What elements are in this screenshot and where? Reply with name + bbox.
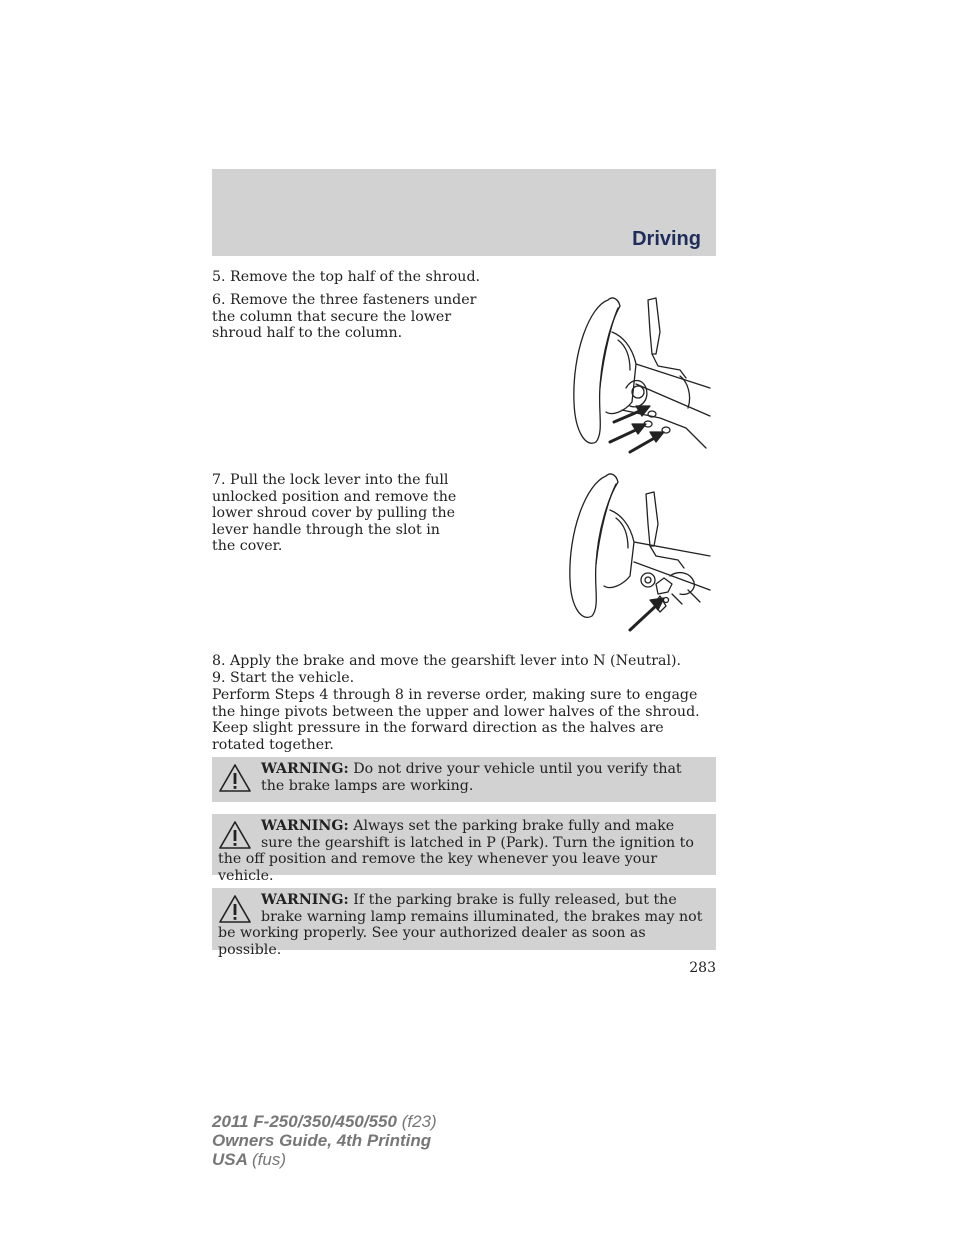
step-8: 8. Apply the brake and move the gearshift lever into N (Neutral).	[212, 653, 682, 669]
page-number: 283	[689, 960, 716, 976]
warning-label: WARNING:	[261, 892, 349, 908]
warning-label: WARNING:	[261, 761, 349, 777]
document-footer	[212, 1112, 437, 1169]
footer-region-line	[212, 1150, 437, 1169]
step-7: 7. Pull the lock lever into the full unlocked position and remove the lower shroud cover by pulling the lever handle through the slot in the cover.	[212, 472, 457, 554]
footer-guide-line: Owners Guide, 4th Printing	[212, 1131, 432, 1150]
warning-triangle-icon	[218, 763, 252, 793]
footer-region: USA	[212, 1150, 248, 1169]
warning-triangle-icon	[218, 820, 252, 850]
step-9: 9. Start the vehicle.	[212, 670, 355, 686]
footer-model: 2011 F-250/350/450/550	[212, 1112, 397, 1131]
footer-model-code: (f23)	[401, 1112, 437, 1131]
reverse-order-instructions: Perform Steps 4 through 8 in reverse order, making sure to engage the hinge pivots between the upper and lower halves of the shroud. Keep slight pressure in the forward direction as the halves are rotated together.	[212, 687, 700, 753]
section-title: Driving	[632, 228, 701, 250]
lock-lever-illustration	[560, 472, 716, 634]
footer-model-line	[212, 1112, 437, 1131]
footer-region-code: (fus)	[252, 1150, 286, 1169]
warning-box-brake-warning-lamp	[212, 888, 716, 958]
warning-text: Always set the parking brake fully and make sure the gearshift is latched in P (Park). Turn the ignition to the off position and remove the key whenever you leave your vehicle.	[218, 818, 694, 884]
warning-box-brake-lamps	[212, 757, 716, 802]
warning-box-parking-brake-park	[212, 814, 716, 884]
section-header	[212, 169, 716, 256]
warning-text: Do not drive your vehicle until you verify that the brake lamps are working.	[261, 761, 682, 794]
step-5: 5. Remove the top half of the shroud.	[212, 269, 481, 285]
warning-triangle-icon	[218, 894, 252, 924]
steering-column-fasteners-illustration	[560, 292, 716, 460]
warning-text: If the parking brake is fully released, but the brake warning lamp remains illuminated, the brakes may not be working properly. See your authorized dealer as soon as possible.	[218, 892, 703, 958]
step-6: 6. Remove the three fasteners under the column that secure the lower shroud half to the column.	[212, 292, 477, 341]
warning-label: WARNING:	[261, 818, 349, 834]
